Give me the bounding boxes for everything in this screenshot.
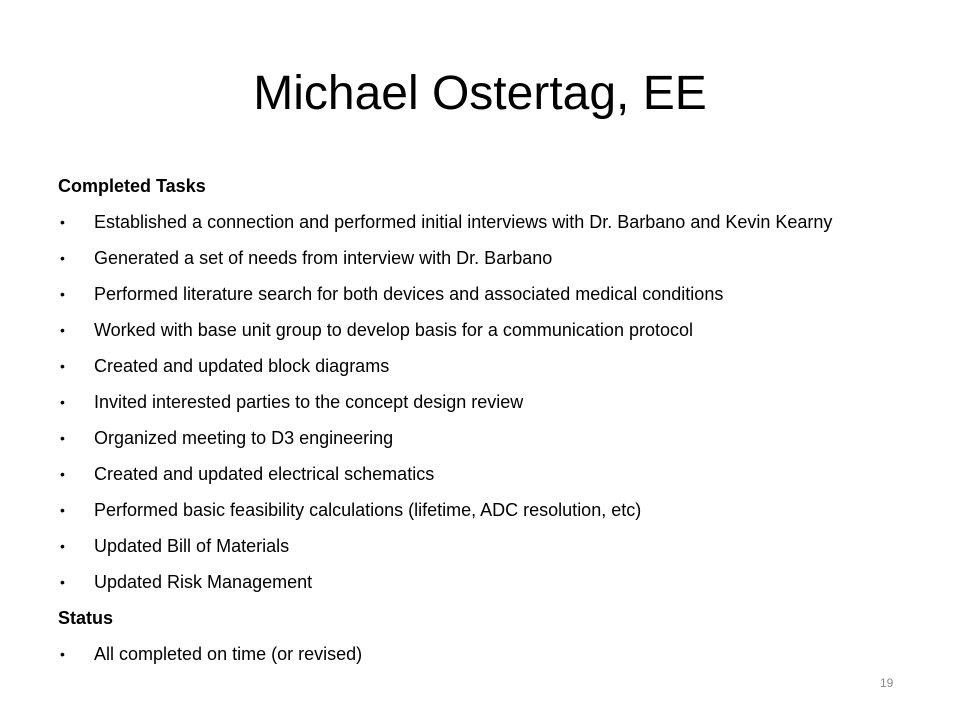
task-text: Updated Bill of Materials	[94, 536, 290, 556]
task-item-11	[58, 570, 858, 594]
slide-title: Michael Ostertag, EE	[253, 67, 707, 120]
bullet-icon: •	[60, 502, 65, 518]
status-text: All completed on time (or revised)	[94, 644, 363, 664]
bullet-icon: •	[60, 214, 65, 230]
task-item-2	[58, 246, 858, 270]
task-item-10	[58, 534, 858, 558]
task-text: Generated a set of needs from interview with Dr. Barbano	[94, 248, 553, 268]
task-item-6	[58, 390, 858, 414]
task-text: Updated Risk Management	[94, 572, 313, 592]
task-item-9	[58, 498, 858, 522]
bullet-icon: •	[60, 538, 65, 554]
task-text: Organized meeting to D3 engineering	[94, 428, 394, 448]
task-text: Invited interested parties to the concept design review	[94, 392, 524, 412]
task-text: Worked with base unit group to develop basis for a communication protocol	[94, 320, 693, 340]
slide-content	[58, 174, 858, 678]
task-text: Performed literature search for both devices and associated medical conditions	[94, 284, 724, 304]
task-item-3	[58, 282, 858, 306]
status-list	[58, 642, 858, 666]
task-item-4	[58, 318, 858, 342]
bullet-icon: •	[60, 286, 65, 302]
bullet-icon: •	[60, 646, 65, 662]
bullet-icon: •	[60, 322, 65, 338]
status-heading: Status	[58, 608, 114, 628]
bullet-icon: •	[60, 430, 65, 446]
bullet-icon: •	[60, 358, 65, 374]
task-text: Performed basic feasibility calculations (lifetime, ADC resolution, etc)	[94, 500, 642, 520]
status-item-1	[58, 642, 858, 666]
task-item-7	[58, 426, 858, 450]
page-number: 19	[880, 676, 894, 690]
bullet-icon: •	[60, 250, 65, 266]
task-text: Created and updated electrical schematics	[94, 464, 435, 484]
bullet-icon: •	[60, 574, 65, 590]
task-item-5	[58, 354, 858, 378]
task-text: Established a connection and performed initial interviews with Dr. Barbano and Kevin Kearny	[94, 212, 833, 232]
task-text: Created and updated block diagrams	[94, 356, 390, 376]
completed-tasks-heading: Completed Tasks	[58, 176, 206, 196]
task-item-1	[58, 210, 858, 234]
task-item-8	[58, 462, 858, 486]
bullet-icon: •	[60, 394, 65, 410]
bullet-icon: •	[60, 466, 65, 482]
completed-tasks-list	[58, 210, 858, 594]
